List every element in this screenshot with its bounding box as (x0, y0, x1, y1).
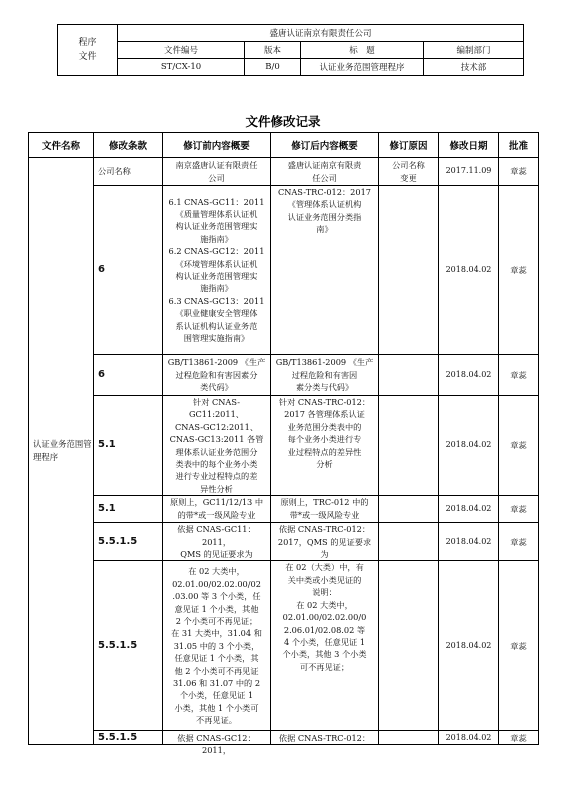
header-reason: 修订原因 (379, 133, 439, 158)
doc-number-value: ST/CX-10 (118, 59, 245, 76)
after-cell: 盛唐认证南京有限责 任公司 (271, 158, 379, 186)
date-cell: 2018.04.02 (439, 355, 499, 396)
header-file-name: 文件名称 (29, 133, 94, 158)
table-row (29, 186, 539, 355)
program-file-label (58, 25, 118, 76)
reason-cell (379, 355, 439, 396)
header-date: 修改日期 (439, 133, 499, 158)
col-department: 编制部门 (424, 42, 524, 59)
after-cell: 在 02（大类）中，有 关中类或小类见证的 说明： 在 02 大类中， 02.01.00/02.02.00/0 2.06.01/02.08.02 等 4 个小类，任意见证 1 个小类，其他 3 个小类 可不再见证； (271, 561, 379, 731)
after-cell: 依据 CNAS-TRC-012： 2017，QMS 的见证要求 为 (271, 523, 379, 561)
approver-cell: 章蕊 (499, 186, 539, 355)
before-cell: 在 02 大类中， 02.01.00/02.02.00/02 .03.00 等 3 个小类，任 意见证 1 个小类，其他 2 个小类可不再见证； 在 31 大类中，31.04 和 31.05 中的 3 个小类， 任意见证 1 个小类，其 他 2 个小类可不再见证 31.06 和 31.07 中的 2 个小类，任意见证 1 小类，其他 1 个小类可 不再见证。 (163, 561, 271, 731)
col-title: 标 题 (301, 42, 424, 59)
approver-cell: 章蕊 (499, 523, 539, 561)
col-doc-number: 文件编号 (118, 42, 245, 59)
before-cell: 原则上，GC11/12/13 中 的带*或一级风险专业 (163, 496, 271, 523)
clause-cell: 5.5.1.5 (94, 561, 163, 731)
company-name: 盛唐认证南京有限责任公司 (118, 25, 524, 42)
table-row (29, 561, 539, 731)
table-row (29, 355, 539, 396)
reason-cell (379, 523, 439, 561)
col-version: 版本 (245, 42, 301, 59)
clause-cell: 5.5.1.5 (94, 523, 163, 561)
before-cell: GB/T13861-2009 《生产 过程危险和有害因素分 类代码》 (163, 355, 271, 396)
approver-cell: 章蕊 (499, 158, 539, 186)
before-cell: 南京盛唐认证有限责任 公司 (163, 158, 271, 186)
after-cell: 依据 CNAS-TRC-012： (271, 731, 379, 745)
after-cell: 针对 CNAS-TRC-012： 2017 各管理体系认证 业务范围分类表中的 每个业务小类进行专 业过程特点的差异性 分析 (271, 396, 379, 496)
table-row (29, 731, 539, 745)
approver-cell: 章蕊 (499, 731, 539, 745)
reason-cell (379, 396, 439, 496)
clause-cell: 6 (94, 355, 163, 396)
date-cell: 2018.04.02 (439, 731, 499, 745)
reason-cell (379, 186, 439, 355)
after-cell: CNAS-TRC-012：2017 《管理体系认证机构 认证业务范围分类指 南》 (271, 186, 379, 355)
clause-cell: 公司名称 (94, 158, 163, 186)
date-cell: 2018.04.02 (439, 396, 499, 496)
revision-record-table (28, 132, 539, 756)
approver-cell: 章蕊 (499, 396, 539, 496)
date-cell: 2017.11.09 (439, 158, 499, 186)
approver-cell: 章蕊 (499, 496, 539, 523)
before-cell: 依据 CNAS-GC11：2011， QMS 的见证要求为 (163, 523, 271, 561)
table-row (29, 496, 539, 523)
before-cell: 6.1 CNAS-GC11：2011 《质量管理体系认证机 构认证业务范围管理实 施指南》 6.2 CNAS-GC12：2011 《环境管理体系认证机 构认证业务范围管理实 施指南》 6.3 CNAS-GC13：2011 《职业健康安全管理体 系认证机构认证业务范 围管理实施指南》 (163, 186, 271, 355)
page-title: 文件修改记录 (245, 114, 321, 129)
reason-cell (379, 561, 439, 731)
header-clause: 修改条款 (94, 133, 163, 158)
document-header-table (57, 24, 524, 76)
file-name-cell: 认证业务范围管理程序 (29, 158, 94, 745)
date-cell: 2018.04.02 (439, 523, 499, 561)
table-row (29, 158, 539, 186)
approver-cell: 章蕊 (499, 355, 539, 396)
title-value: 认证业务范围管理程序 (301, 59, 424, 76)
clause-cell: 5.1 (94, 496, 163, 523)
header-before: 修订前内容概要 (163, 133, 271, 158)
clause-cell: 5.1 (94, 396, 163, 496)
clause-cell: 6 (94, 186, 163, 355)
version-value: B/0 (245, 59, 301, 76)
department-value: 技术部 (424, 59, 524, 76)
header-approver: 批准 (499, 133, 539, 158)
clause-cell: 5.5.1.5 (94, 731, 163, 745)
header-after: 修订后内容概要 (271, 133, 379, 158)
before-cell: 针对 CNAS-GC11:2011、 CNAS-GC12:2011、 CNAS-GC13:2011 各管 理体系认证业务范围分 类表中的每个业务小类 进行专业过程特点的差 异性分析 (163, 396, 271, 496)
reason-cell (379, 496, 439, 523)
file-label: 文件 (78, 52, 97, 62)
program-label: 程序 (78, 38, 97, 48)
reason-cell (379, 731, 439, 745)
table-row (29, 523, 539, 561)
date-cell: 2018.04.02 (439, 186, 499, 355)
after-cell: 原则上，TRC-012 中的 带*或一级风险专业 (271, 496, 379, 523)
table-row (29, 396, 539, 496)
table-header-row (29, 133, 539, 158)
after-cell: GB/T13861-2009 《生产 过程危险和有害因 素分类与代码》 (271, 355, 379, 396)
reason-cell: 公司名称 变更 (379, 158, 439, 186)
before-cell: 依据 CNAS-GC12：2011， (163, 731, 271, 745)
date-cell: 2018.04.02 (439, 496, 499, 523)
approver-cell: 章蕊 (499, 561, 539, 731)
date-cell: 2018.04.02 (439, 561, 499, 731)
